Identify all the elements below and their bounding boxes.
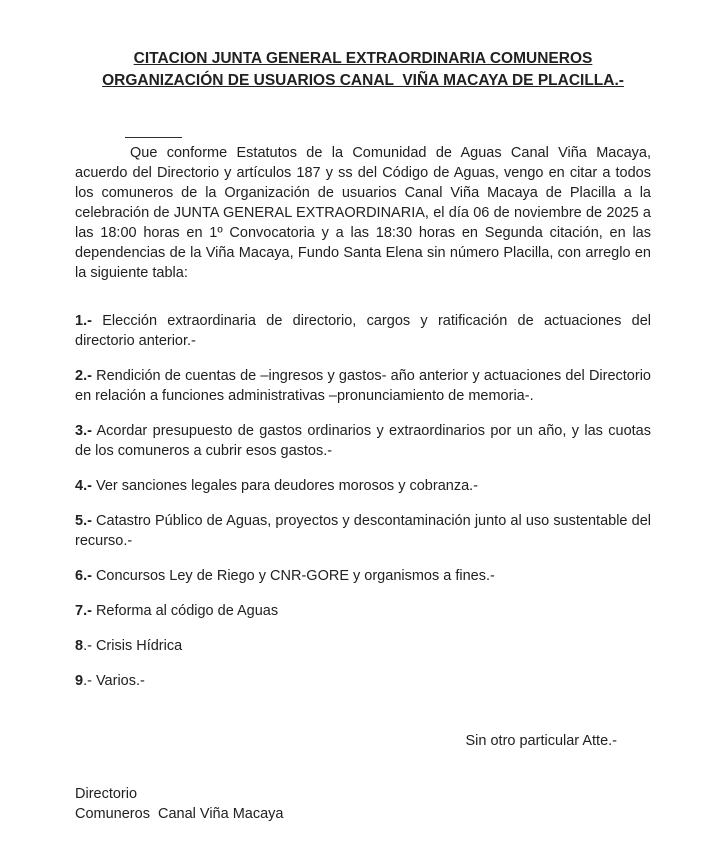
agenda-item-text: Concursos Ley de Riego y CNR-GORE y organismos a fines.-: [91, 568, 495, 584]
agenda-item-text: Acordar presupuesto de gastos ordinarios y extraordinarios por un año, y las cuotas de los comuneros a cubrir esos gastos.-: [75, 423, 656, 459]
agenda-item-text: .- Crisis Hídrica: [83, 638, 183, 654]
agenda-list: [75, 311, 656, 691]
agenda-item-text: Reforma al código de Aguas: [91, 603, 279, 619]
separator-rule: [125, 137, 182, 138]
agenda-item-text: Rendición de cuentas de –ingresos y gastos- año anterior y actuaciones del Directorio en relación a funciones administrativas –pronunciamiento de memoria-.: [75, 368, 656, 404]
title-line-1: CITACION JUNTA GENERAL EXTRAORDINARIA COMUNEROS: [133, 50, 593, 67]
agenda-item-number: 6.-: [75, 568, 92, 584]
signature-line-directorio: Directorio: [75, 786, 138, 802]
agenda-item-number: 7.-: [75, 603, 92, 619]
agenda-item-number: 5.-: [75, 513, 92, 529]
agenda-item-5: [75, 511, 656, 551]
closing-line: Sin otro particular Atte.-: [465, 733, 617, 749]
title-line-2: ORGANIZACIÓN DE USUARIOS CANAL VIÑA MACAYA DE PLACILLA.-: [102, 72, 624, 89]
agenda-item-text: .- Varios.-: [83, 673, 145, 689]
agenda-item-number: 4.-: [75, 478, 92, 494]
agenda-item-text: Ver sanciones legales para deudores morosos y cobranza.-: [91, 478, 478, 494]
document-title: [75, 48, 651, 92]
agenda-item-1: [75, 311, 656, 351]
agenda-item-7: [75, 601, 651, 621]
agenda-item-number: 1.-: [75, 313, 92, 329]
agenda-item-text: Elección extraordinaria de directorio, cargos y ratificación de actuaciones del directorio anterior.-: [75, 313, 656, 349]
signature-block: [75, 784, 651, 824]
agenda-item-8: [75, 636, 651, 656]
agenda-item-number: 3.-: [75, 423, 92, 439]
agenda-item-2: [75, 366, 656, 406]
agenda-item-3: [75, 421, 656, 461]
agenda-item-6: [75, 566, 651, 586]
agenda-item-number: 8: [75, 638, 84, 654]
intro-paragraph: Que conforme Estatutos de la Comunidad de Aguas Canal Viña Macaya, acuerdo del Directorio y artículos 187 y ss del Código de Aguas, vengo en citar a todos los comuneros de la Organización de usuarios Canal Viña Macaya de Placilla a la celebración de JUNTA GENERAL EXTRAORDINARIA, el día 06 de noviembre de 2025 a las 18:00 horas en 1º Convocatoria y a las 18:30 horas en Segunda citación, en las dependencias de la Viña Macaya, Fundo Santa Elena sin número Placilla, con arreglo en la siguiente tabla:: [75, 145, 651, 281]
agenda-item-number: 9: [75, 673, 84, 689]
agenda-item-4: [75, 476, 651, 496]
agenda-item-9: [75, 671, 651, 691]
agenda-item-number: 2.-: [75, 368, 92, 384]
agenda-item-text: Catastro Público de Aguas, proyectos y descontaminación junto al uso sustentable del recurso.-: [75, 513, 656, 549]
signature-line-comuneros: Comuneros Canal Viña Macaya: [75, 806, 284, 822]
